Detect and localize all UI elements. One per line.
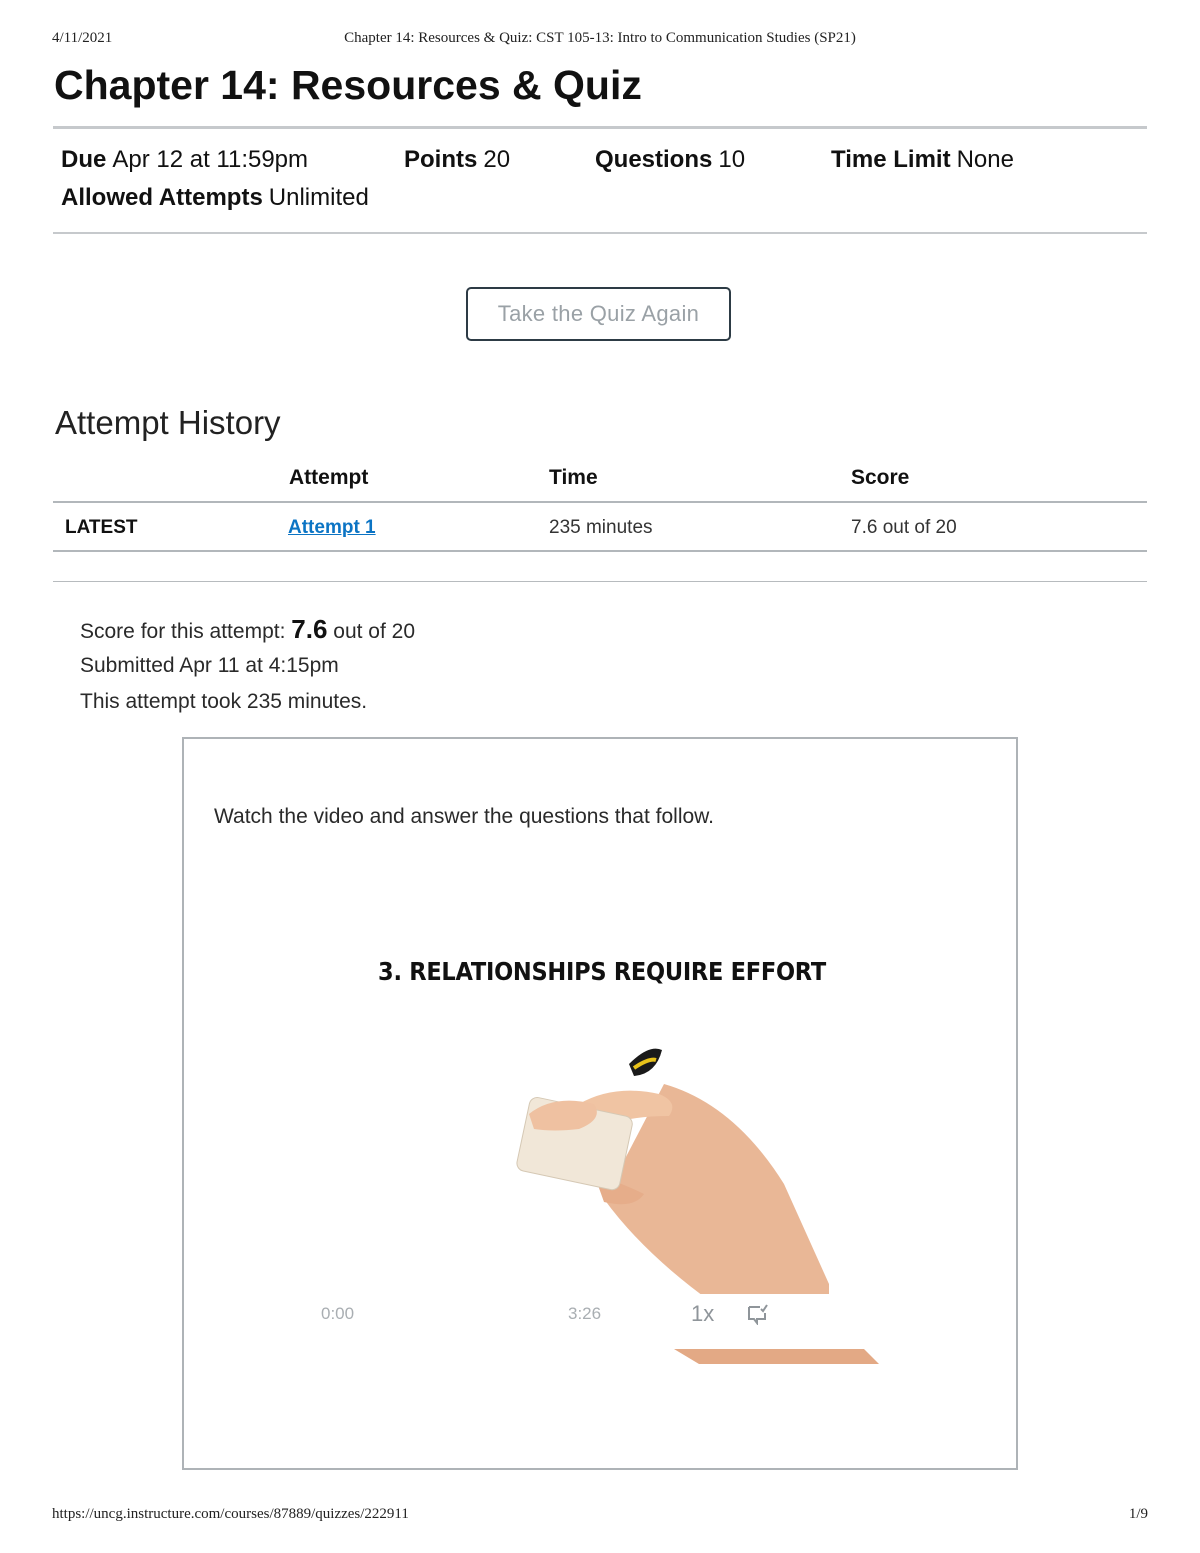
print-date: 4/11/2021 — [52, 30, 113, 46]
submitted-text: Submitted Apr 11 at 4:15pm — [80, 654, 339, 677]
section-divider — [53, 581, 1147, 582]
questions-value: 10 — [718, 146, 746, 173]
points-value: 20 — [483, 146, 511, 173]
column-header-time: Time — [549, 466, 598, 489]
latest-label: LATEST — [65, 517, 138, 538]
allowed-attempts-info — [61, 184, 369, 212]
time-limit-value: None — [956, 146, 1014, 173]
closed-captions-icon[interactable] — [746, 1303, 770, 1325]
print-page-number: 1/9 — [1128, 1506, 1148, 1522]
due-label: Due — [61, 146, 107, 173]
attempt-history-title: Attempt History — [55, 404, 281, 441]
print-url: https://uncg.instructure.com/courses/87889/quizzes/222911 — [52, 1506, 409, 1522]
score-prefix: Score for this attempt: — [80, 620, 286, 643]
title-divider — [53, 126, 1147, 129]
time-limit-label: Time Limit — [831, 146, 951, 173]
question-text: Watch the video and answer the questions that follow. — [214, 805, 715, 828]
column-header-attempt: Attempt — [289, 466, 369, 489]
allowed-attempts-label: Allowed Attempts — [61, 184, 263, 211]
attempt-score: 7.6 out of 20 — [851, 517, 957, 538]
questions-info — [595, 146, 745, 174]
video-controls — [184, 1299, 1020, 1325]
due-info — [61, 146, 308, 174]
attempt-score-line — [80, 614, 415, 645]
row-divider — [53, 550, 1147, 552]
score-value: 7.6 — [291, 614, 328, 644]
questions-label: Questions — [595, 146, 713, 173]
points-label: Points — [404, 146, 478, 173]
allowed-attempts-value: Unlimited — [268, 184, 369, 211]
take-quiz-again-button[interactable]: Take the Quiz Again — [466, 287, 731, 341]
duration-text: This attempt took 235 minutes. — [80, 690, 368, 713]
video-caption: 3. RELATIONSHIPS REQUIRE EFFORT — [378, 957, 826, 986]
print-title: Chapter 14: Resources & Quiz: CST 105-13: Intro to Communication Studies (SP21) — [344, 30, 856, 46]
meta-divider — [53, 232, 1147, 234]
page-title: Chapter 14: Resources & Quiz — [54, 62, 642, 108]
column-header-score: Score — [851, 466, 910, 489]
playback-speed-button[interactable]: 1x — [691, 1301, 715, 1326]
attempt-1-link[interactable]: Attempt 1 — [288, 517, 376, 538]
due-value: Apr 12 at 11:59pm — [112, 146, 309, 173]
attempt-time: 235 minutes — [549, 517, 653, 538]
video-duration: 3:26 — [568, 1304, 602, 1323]
points-info — [404, 146, 510, 174]
time-limit-info — [831, 146, 1014, 174]
question-box — [182, 737, 1018, 1470]
header-divider — [53, 501, 1147, 503]
score-suffix: out of 20 — [333, 620, 415, 643]
video-current-time: 0:00 — [321, 1304, 355, 1323]
